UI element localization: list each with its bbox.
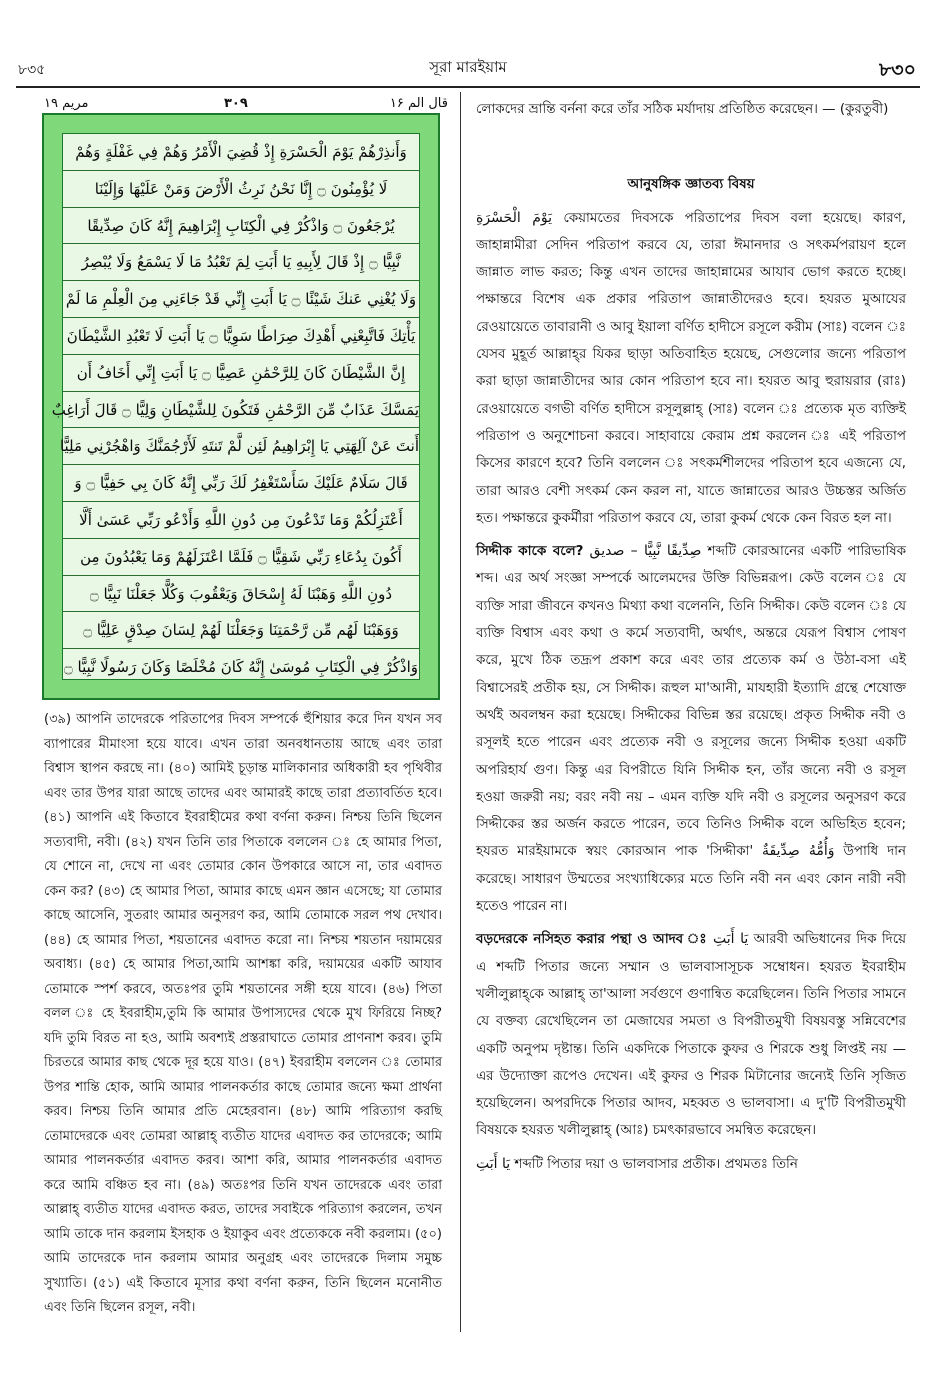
paragraph-text: শব্দটি কোরআনের একটি পারিভাষিক শব্দ। এর অর্থ সংজ্ঞা সম্পর্কে আলেমদের উক্তি বিভিন্নরূপ। কেউ বলেন ঃ যে ব্যক্তি সারা জীবনে কখনও মিথ্যা কথা বলেননি, তিনি সিদ্দীক। কেউ বলেন ঃ যে ব্যক্তি বিশ্বাস এবং কথা ও কর্মে সত্যবাদী, অর্থাৎ, অন্তরে যেরূপ বিশ্বাস পোষণ করে, মুখে ঠিক তদ্রূপ প্রকাশ করে এবং তার প্রত্যেক কর্ম ও উঠা-বসা এই বিশ্বাসেরই প্রতীক হয়, সে সিদ্দীক। রূহুল মা'আনী, মাযহারী ইত্যাদি গ্রন্থে শেষোক্ত অর্থই অবলম্বন করা হয়েছে। সিদ্দীকের বিভিন্ন স্তর রয়েছে। প্রকৃত সিদ্দীক নবী ও রসূলই হতে পারেন এবং প্রত্যেক নবী ও রসূলের জন্যে সিদ্দীক হওয়া একটি অপরিহার্য গুণ। কিন্তু এর বিপরীতে যিনি সিদ্দীক হন, তাঁর জন্যে নবী ও রসূল হওয়া জরুরী নয়; বরং নবী নয় – এমন ব্যক্তি যদি নবী ও রসূলের অনুসরণ করে সিদ্দীকের স্তর অর্জন করতে পারেন, তবে তিনিও সিদ্দীক বলে অভিহিত হবেন; হযরত মারইয়ামকে স্বয়ং কোরআন পাক 'সিদ্দীকা' [476,544,906,860]
quran-line: يَمَسَّكَ عَذَابٌ مِّنَ الرَّحْمَٰنِ فَتَكُونَ لِلشَّيْطَانِ وَلِيًّا ۝ قَالَ أَرَاغِبٌ [63,392,419,429]
quran-text-panel [51,133,420,680]
page-header [0,0,936,90]
quran-line: وَاذْكُرْ فِي الْكِتَابِ مُوسَىٰ إِنَّهُ كَانَ مُخْلَصًا وَكَانَ رَسُولًا نَّبِيًّا ۝ [63,658,418,677]
quran-line: وَأَنذِرْهُمْ يَوْمَ الْحَسْرَةِ إِذْ قُضِيَ الْأَمْرُ وَهُمْ فِي غَفْلَةٍ وَهُمْ [63,134,419,171]
commentary-paragraph-4 [476,1151,906,1178]
arabic-term: يَوْمَ الْحَسْرَةِ [476,209,553,226]
column-divider [460,92,461,1332]
right-page-number: ৮৩০ [878,59,916,81]
quran-line: أَنتَ عَنْ آلِهَتِي يَا إِبْرَاهِيمُ لَئِن لَّمْ تَنتَهِ لَأَرْجُمَنَّكَ وَاهْجُرْنِي مَلِيًّا [63,428,419,465]
quran-juz-label: قال الم ۱۶ [389,96,448,111]
paragraph-text: কেয়ামতের দিবসকে পরিতাপের দিবস বলা হয়েছে। কারণ, জাহান্নামীরা সেদিন পরিতাপ করবে যে, তারা ঈমানদার ও সৎকর্মপরায়ণ হলে জান্নাত লাভ করত; কিন্তু এখন তাদের জাহান্নামের আযাব ভোগ করতে হচ্ছে। পক্ষান্তরে বিশেষ এক প্রকার পরিতাপ জান্নাতীদেরও হবে। হযরত মুআযের রেওয়ায়েতে তাবারানী ও আবু ইয়ালা বর্ণিত হাদীসে রসূলে করীম (সাঃ) বলেন ঃ যেসব মুহূর্ত আল্লাহ্‌র যিকর ছাড়া অতিবাহিত হয়েছে, সেগুলোর জন্যে পরিতাপ করা ছাড়া জান্নাতীদের আর কোন পরিতাপ হবে না। হযরত আবু হুরায়রার (রাঃ) রেওয়ায়েতে বগভী বর্ণিত হাদীসে রসূলুল্লাহ্ (সাঃ) বলেন ঃ প্রত্যেক মৃত ব্যক্তিই পরিতাপ ও অনুশোচনা করবে। সাহাবায়ে কেরাম প্রশ্ন করলেন ঃ এই পরিতাপ কিসের কারণে হবে? তিনি বললেন ঃ সৎকর্মশীলদের পরিতাপ হবে এজন্যে যে, তারা আরও বেশী সৎকর্ম কেন করল না, যাতে জান্নাতের আরও উচ্চস্তর অর্জিত হত। পক্ষান্তরে কুকর্মীরা পরিতাপ করবে যে, তারা কুকর্ম থেকে কেন বিরত হল না। [476,210,906,526]
quran-frame [42,113,440,700]
commentary-column [476,96,906,1178]
subheading-advice: বড়দেরকে নসিহত করার পন্থা ও আদব ঃ [476,932,708,948]
section-title: আনুষঙ্গিক জ্ঞাতব্য বিষয় [627,177,755,193]
commentary-paragraph-1 [476,205,906,533]
quran-line: أَكُونَ بِدُعَاءِ رَبِّي شَقِيًّا ۝ فَلَمَّا اعْتَزَلَهُمْ وَمَا يَعْبُدُونَ مِن [63,539,419,576]
page-title: সূরা মারইয়াম [429,58,507,76]
quran-line: وَوَهَبْنَا لَهُم مِّن رَّحْمَتِنَا وَجَعَلْنَا لَهُمْ لِسَانَ صِدْقٍ عَلِيًّا ۝ [63,612,419,649]
quran-line: يَأْتِكَ فَاتَّبِعْنِي أَهْدِكَ صِرَاطًا سَوِيًّا ۝ يَا أَبَتِ لَا تَعْبُدِ الشَّيْطَانَ [63,318,419,355]
quran-line: دُونِ اللَّهِ وَهَبْنَا لَهُ إِسْحَاقَ وَيَعْقُوبَ وَكُلًّا جَعَلْنَا نَبِيًّا ۝ [63,576,419,613]
quran-line: يُرْجَعُونَ ۝ وَاذْكُرْ فِي الْكِتَابِ إِبْرَاهِيمَ إِنَّهُ كَانَ صِدِّيقًا [63,208,419,245]
translation-text: (৩৯) আপনি তাদেরকে পরিতাপের দিবস সম্পর্কে হুঁশিয়ার করে দিন যখন সব ব্যাপারের মীমাংসা হয়ে যাবে। এখন তারা অনবধানতায় আছে এবং তারা বিশ্বাস স্থাপন করছে না। (৪০) আমিই চূড়ান্ত মালিকানার অধিকারী হব পৃথিবীর এবং তার উপর যারা আছে তাদের এবং আমারই কাছে তারা প্রত্যাবর্তিত হবে। (৪১) আপনি এই কিতাবে ইবরাহীমের কথা বর্ণনা করুন। নিশ্চয় তিনি ছিলেন সত্যবাদী, নবী। (৪২) যখন তিনি তার পিতাকে বললেন ঃ হে আমার পিতা, যে শোনে না, দেখে না এবং তোমার কোন উপকারে আসে না, তার এবাদত কেন কর? (৪৩) হে আমার পিতা, আমার কাছে এমন জ্ঞান এসেছে; যা তোমার কাছে আসেনি, সুতরাং আমার অনুসরণ কর, আমি তোমাকে সরল পথ দেখাব। (৪৪) হে আমার পিতা, শয়তানের এবাদত করো না। নিশ্চয় শয়তান দয়াময়ের অবাধ্য। (৪৫) হে আমার পিতা,আমি আশঙ্কা করি, দয়াময়ের একটি আযাব তোমাকে স্পর্শ করবে, অতঃপর তুমি শয়তানের সঙ্গী হয়ে যাবে। (৪৬) পিতা বলল ঃ হে ইবরাহীম,তুমি কি আমার উপাস্যদের থেকে মুখ ফিরিয়ে নিচ্ছ? যদি তুমি বিরত না হও, আমি অবশ্যই প্রস্তরাঘাতে তোমার প্রাণনাশ করব। তুমি চিরতরে আমার কাছ থেকে দূর হয়ে যাও। (৪৭) ইবরাহীম বললেন ঃ তোমার উপর শান্তি হোক, আমি আমার পালনকর্তার কাছে তোমার জন্যে ক্ষমা প্রার্থনা করব। নিশ্চয় তিনি আমার প্রতি মেহেরবান। (৪৮) আমি পরিত্যাগ করছি তোমাদেরকে এবং তোমরা আল্লাহ্ ব্যতীত যাদের এবাদত কর তাদেরকে; আমি আমার পালনকর্তার এবাদত করব। আশা করি, আমার পালনকর্তার এবাদত করে আমি বঞ্চিত হব না। (৪৯) অতঃপর তিনি যখন তাদেরকে এবং তারা আল্লাহ্ ব্যতীত যাদের এবাদত করত, তাদের সবাইকে পরিত্যাগ করলেন, তখন আমি তাকে দান করলাম ইসহাক ও ইয়াকুব এবং প্রত্যেককে নবী করলাম। (৫০) আমি তাদেরকে দান করলাম আমার অনুগ্রহ এবং তাদেরকে দিলাম সমুচ্চ সুখ্যাতি। (৫১) এই কিতাবে মূসার কথা বর্ণনা করুন, তিনি ছিলেন মনোনীত এবং তিনি ছিলেন রসূল, নবী। [44,712,442,1315]
quran-line: إِنَّ الشَّيْطَانَ كَانَ لِلرَّحْمَٰنِ عَصِيًّا ۝ يَا أَبَتِ إِنِّي أَخَافُ أَن [63,355,419,392]
commentary-paragraph-3 [476,926,906,1144]
paragraph-text: আরবী অভিধানের দিক দিয়ে এ শব্দটি পিতার জন্যে সম্মান ও ভালবাসাসূচক সম্বোধন। হযরত ইবরাহীম খলীলুল্লাহ্‌কে আল্লাহ্ তা'আলা সর্বগুণে গুণান্বিত করেছিলেন। তিনি পিতার সামনে যে বক্তব্য রেখেছিলেন তা মেজাযের সমতা ও বিপরীতমুখী বিষয়বস্তু সন্নিবেশের একটি অনুপম দৃষ্টান্ত। তিনি একদিকে পিতাকে কুফর ও শিরকে শুধু লিপ্তই নয় — এর উদ্যোক্তা রূপেও দেখেন। এই কুফর ও শিরক মিটানোর জন্যেই তিনি সৃজিত হয়েছিলেন। অপরদিকে পিতার আদব, মহব্বত ও ভালবাসা। এ দু'টি বিপরীতমুখী বিষয়কে হযরত খলীলুল্লাহ্ (আঃ) চমৎকারভাবে সমন্বিত করেছেন। [476,932,906,1139]
quran-surah-label: مريم ۱۹ [44,96,89,111]
quran-line: أَعْتَزِلُكُمْ وَمَا تَدْعُونَ مِن دُونِ اللَّهِ وَأَدْعُو رَبِّي عَسَىٰ أَلَّا [63,502,419,539]
arabic-term: صِدِّيقًا نَّبِيًّا – صديق [589,543,702,560]
arabic-term: وَأُمُّهُ صِدِّيقَةٌ [762,843,835,860]
quran-line: قَالَ سَلَامٌ عَلَيْكَ سَأَسْتَغْفِرُ لَكَ رَبِّي إِنَّهُ كَانَ بِي حَفِيًّا ۝ وَ [63,465,419,502]
arabic-term: يَا أَبَتِ [712,931,749,948]
left-page-number: ৮৩৫ [18,62,46,78]
subheading-siddiq: সিদ্দীক কাকে বলে? [476,544,584,560]
quran-line: وَلَا يُغْنِي عَنكَ شَيْئًا ۝ يَا أَبَتِ إِنِّي قَدْ جَاءَنِي مِنَ الْعِلْمِ مَا لَمْ [63,281,419,318]
arabic-term: يَا أَبَتِ [476,1155,511,1172]
commentary-paragraph-2 [476,538,906,920]
quran-page-number: ۳۰۹ [224,96,248,111]
commentary-intro: লোকদের ভ্রান্তি বর্ননা করে তাঁর সঠিক মর্যাদায় প্রতিষ্ঠিত করেছেন। — (কুরতুবী) [476,102,889,117]
quran-line: لَا يُؤْمِنُونَ ۝ إِنَّا نَحْنُ نَرِثُ الْأَرْضَ وَمَنْ عَلَيْهَا وَإِلَيْنَا [63,171,419,208]
paragraph-text: শব্দটি পিতার দয়া ও ভালবাসার প্রতীক। প্রথমতঃ তিনি [514,1156,798,1172]
header-rule [16,86,920,88]
quran-line: نَّبِيًّا ۝ إِذْ قَالَ لِأَبِيهِ يَا أَبَتِ لِمَ تَعْبُدُ مَا لَا يَسْمَعُ وَلَا يُبْصِرُ [63,244,419,281]
paragraph-text: উপাধি দান করেছে। সাধারণ উম্মতের সংখ্যাধিক্যের মতে তিনি নবী নন এবং কোন নারী নবী হতেও পারেন না। [476,844,906,915]
